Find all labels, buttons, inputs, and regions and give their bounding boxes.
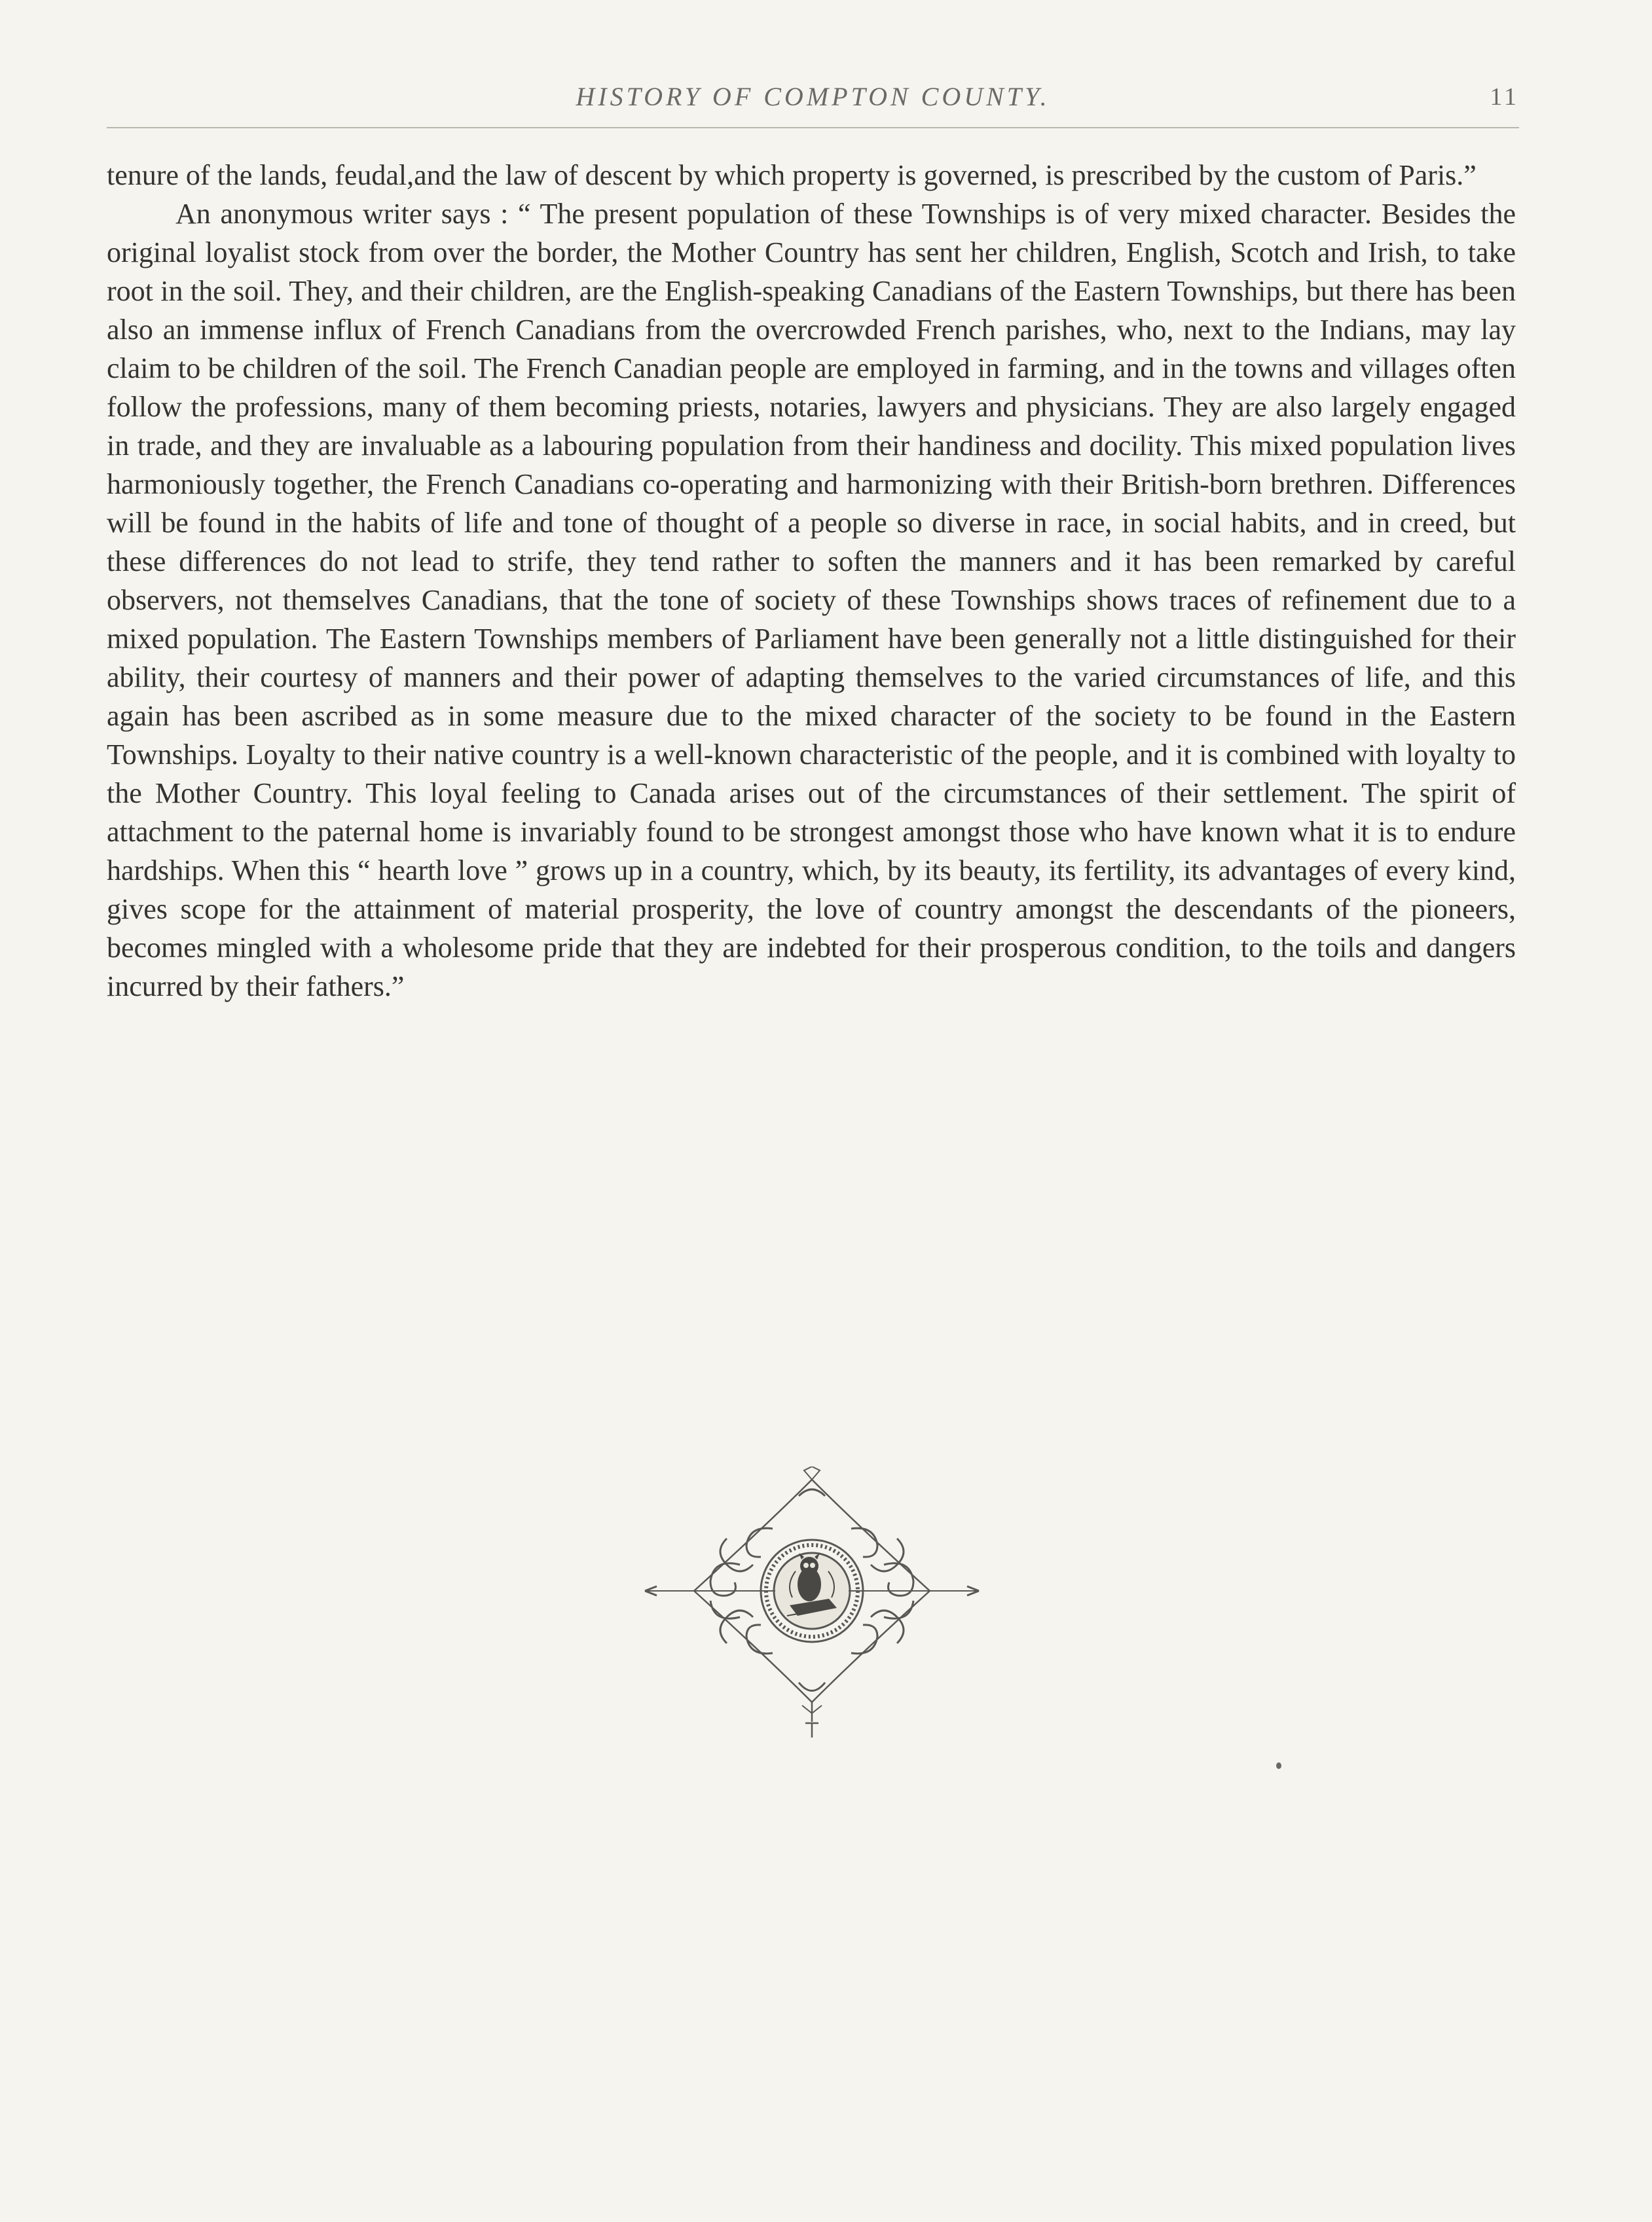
owl-medallion-icon [642,1466,982,1741]
paragraph-continuation: tenure of the lands, feudal,and the law of descent by which property is governed, is prescribed by the custom of Paris.” [107,159,1477,191]
header-rule [107,127,1519,128]
paragraph-quotation: An anonymous writer says : “ The present population of these Townships is of very mixed character. Besides the original loyalist stock from over the border, the Mother Country has sent her children, English, Scotch and Irish, to take root in the soil. They, and their children, are the English-speaking Canadians of the Eastern Townships, but there has been also an immense influx of French Canadians from the overcrowded French parishes, who, next to the Indians, may lay claim to be children of the soil. The French Canadian people are employed in farming, and in the towns and villages often follow the professions, many of them becoming priests, notaries, lawyers and physicians. They are also largely engaged in trade, and they are invaluable as a labouring population from their handiness and docility. This mixed population lives harmoniously together, the French Canadians co-operating and harmonizing with their British-born brethren. Differences will be found in the habits of life and tone of thought of a people so diverse in race, in social habits, and in creed, but these differences do not lead to strife, they tend rather to soften the manners and it has been remarked by careful observers, not themselves Canadians, that the tone of society of these Townships shows traces of refinement due to a mixed population. The Eastern Townships members of Parliament have been generally not a little distinguished for their ability, their courtesy of manners and their power of adapting themselves to the varied circumstances of life, and this again has been ascribed as in some measure due to the mixed character of the society to be found in the Eastern Townships. Loyalty to their native country is a well-known characteristic of the people, and it is combined with loyalty to the Mother Country. This loyal feeling to Canada arises out of the circumstances of their settlement. The spirit of attachment to the paternal home is invariably found to be strongest amongst those who have known what it is to endure hardships. When this “ hearth love ” grows up in a country, which, by its beauty, its fertility, its advantages of every kind, gives scope for the attainment of material prosperity, the love of country amongst the descendants of the pioneers, becomes mingled with a wholesome pride that they are indebted for their prosperous condition, to the toils and dangers incurred by their fathers.” [107,198,1516,1002]
body-text [107,156,1516,1006]
running-title: HISTORY OF COMPTON COUNTY. [576,82,1050,111]
page-header [107,77,1519,130]
page-number: 11 [1490,83,1519,111]
ink-speck [1276,1762,1281,1769]
